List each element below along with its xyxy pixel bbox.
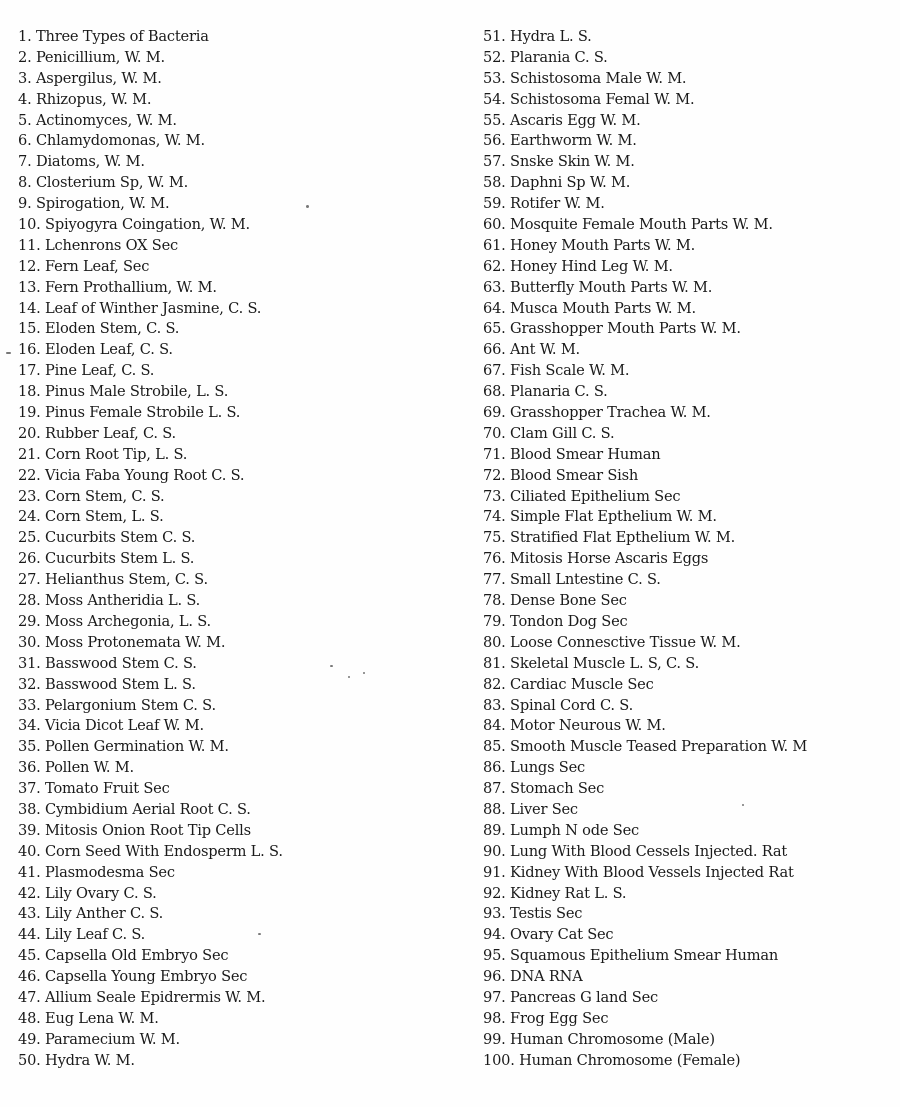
slide-list-item: 6. Chlamydomonas, W. M. bbox=[18, 132, 205, 150]
slide-list-item: 98. Frog Egg Sec bbox=[483, 1009, 609, 1027]
slide-list-item: 24. Corn Stem, L. S. bbox=[18, 508, 164, 526]
slide-list-item: 36. Pollen W. M. bbox=[18, 759, 134, 777]
scan-speck bbox=[348, 676, 350, 678]
slide-list-item: 42. Lily Ovary C. S. bbox=[18, 884, 157, 902]
slide-list-item: 91. Kidney With Blood Vessels Injected Rat bbox=[483, 863, 794, 881]
slide-list-item: 4. Rhizopus, W. M. bbox=[18, 90, 152, 108]
slide-list-left-column bbox=[18, 27, 458, 1072]
slide-list-item: 93. Testis Sec bbox=[483, 905, 583, 923]
slide-list-item: 74. Simple Flat Epthelium W. M. bbox=[483, 508, 717, 526]
slide-list-item: 94. Ovary Cat Sec bbox=[483, 926, 614, 944]
slide-list-item: 30. Moss Protonemata W. M. bbox=[18, 633, 226, 651]
slide-list-item: 77. Small Lntestine C. S. bbox=[483, 571, 661, 589]
slide-list-item: 33. Pelargonium Stem C. S. bbox=[18, 696, 216, 714]
slide-list-item: 95. Squamous Epithelium Smear Human bbox=[483, 947, 779, 965]
slide-list-item: 68. Planaria C. S. bbox=[483, 383, 608, 401]
slide-list-item: 64. Musca Mouth Parts W. M. bbox=[483, 299, 696, 317]
slide-list-item: 85. Smooth Muscle Teased Preparation W. M bbox=[483, 738, 808, 756]
slide-list-item: 28. Moss Antheridia L. S. bbox=[18, 592, 201, 610]
slide-list-item: 78. Dense Bone Sec bbox=[483, 592, 627, 610]
slide-list-item: 66. Ant W. M. bbox=[483, 341, 580, 359]
slide-list-item: 96. DNA RNA bbox=[483, 968, 583, 986]
slide-list-item: 21. Corn Root Tip, L. S. bbox=[18, 445, 188, 463]
slide-list-item: 62. Honey Hind Leg W. M. bbox=[483, 257, 673, 275]
slide-list-item: 53. Schistosoma Male W. M. bbox=[483, 69, 687, 87]
scan-speck bbox=[306, 205, 309, 208]
slide-list-item: 83. Spinal Cord C. S. bbox=[483, 696, 634, 714]
slide-list-item: 97. Pancreas G land Sec bbox=[483, 988, 658, 1006]
scan-speck bbox=[258, 933, 261, 935]
slide-list-item: 38. Cymbidium Aerial Root C. S. bbox=[18, 800, 251, 818]
slide-list-item: 41. Plasmodesma Sec bbox=[18, 863, 175, 881]
slide-list-item: 52. Plarania C. S. bbox=[483, 48, 608, 66]
slide-list-item: 14. Leaf of Winther Jasmine, C. S. bbox=[18, 299, 262, 317]
slide-list-item: 67. Fish Scale W. M. bbox=[483, 362, 630, 380]
slide-list-item: 35. Pollen Germination W. M. bbox=[18, 738, 229, 756]
slide-list-item: 48. Eug Lena W. M. bbox=[18, 1009, 159, 1027]
slide-list-item: 27. Helianthus Stem, C. S. bbox=[18, 571, 208, 589]
slide-list-item: 75. Stratified Flat Epthelium W. M. bbox=[483, 529, 736, 547]
slide-list-item: 79. Tondon Dog Sec bbox=[483, 612, 628, 630]
slide-list-item: 56. Earthworm W. M. bbox=[483, 132, 637, 150]
slide-list-item: 43. Lily Anther C. S. bbox=[18, 905, 164, 923]
slide-list-item: 23. Corn Stem, C. S. bbox=[18, 487, 165, 505]
slide-list-item: 32. Basswood Stem L. S. bbox=[18, 675, 196, 693]
slide-list-item: 65. Grasshopper Mouth Parts W. M. bbox=[483, 320, 741, 338]
slide-list-item: 59. Rotifer W. M. bbox=[483, 195, 605, 213]
slide-list-item: 100. Human Chromosome (Female) bbox=[483, 1051, 741, 1069]
slide-list-item: 26. Cucurbits Stem L. S. bbox=[18, 550, 195, 568]
slide-list-item: 88. Liver Sec bbox=[483, 800, 578, 818]
slide-list-item: 13. Fern Prothallium, W. M. bbox=[18, 278, 217, 296]
slide-list-item: 22. Vicia Faba Young Root C. S. bbox=[18, 466, 245, 484]
slide-list-item: 89. Lumph N ode Sec bbox=[483, 821, 639, 839]
slide-list-item: 55. Ascaris Egg W. M. bbox=[483, 111, 641, 129]
scan-speck bbox=[742, 804, 744, 806]
slide-list-item: 2. Penicillium, W. M. bbox=[18, 48, 165, 66]
slide-list-item: 12. Fern Leaf, Sec bbox=[18, 257, 150, 275]
slide-list-item: 71. Blood Smear Human bbox=[483, 445, 661, 463]
slide-list-item: 49. Paramecium W. M. bbox=[18, 1030, 180, 1048]
slide-list-right-column bbox=[483, 27, 893, 1072]
slide-list-item: 73. Ciliated Epithelium Sec bbox=[483, 487, 681, 505]
slide-list-item: 58. Daphni Sp W. M. bbox=[483, 174, 631, 192]
slide-list-item: 47. Allium Seale Epidrermis W. M. bbox=[18, 988, 266, 1006]
slide-list-item: 45. Capsella Old Embryo Sec bbox=[18, 947, 229, 965]
slide-list-item: 72. Blood Smear Sish bbox=[483, 466, 639, 484]
slide-list-item: 37. Tomato Fruit Sec bbox=[18, 780, 170, 798]
slide-list-item: 99. Human Chromosome (Male) bbox=[483, 1030, 715, 1048]
slide-list-item: 18. Pinus Male Strobile, L. S. bbox=[18, 383, 229, 401]
slide-list-item: 69. Grasshopper Trachea W. M. bbox=[483, 404, 711, 422]
scan-speck bbox=[363, 672, 365, 674]
slide-list-item: 7. Diatoms, W. M. bbox=[18, 153, 145, 171]
slide-list-item: 5. Actinomyces, W. M. bbox=[18, 111, 177, 129]
slide-list-item: 82. Cardiac Muscle Sec bbox=[483, 675, 654, 693]
slide-list-item: 8. Closterium Sp, W. M. bbox=[18, 174, 189, 192]
slide-list-item: 63. Butterfly Mouth Parts W. M. bbox=[483, 278, 713, 296]
slide-list-item: 76. Mitosis Horse Ascaris Eggs bbox=[483, 550, 709, 568]
slide-list-item: 9. Spirogation, W. M. bbox=[18, 195, 170, 213]
slide-list-item: 54. Schistosoma Femal W. M. bbox=[483, 90, 695, 108]
slide-list-item: 39. Mitosis Onion Root Tip Cells bbox=[18, 821, 251, 839]
slide-list-item: 81. Skeletal Muscle L. S, C. S. bbox=[483, 654, 700, 672]
scan-speck bbox=[6, 352, 11, 354]
slide-list-item: 1. Three Types of Bacteria bbox=[18, 28, 209, 45]
slide-list-item: 19. Pinus Female Strobile L. S. bbox=[18, 404, 241, 422]
scan-speck bbox=[330, 665, 333, 667]
slide-list-item: 11. Lchenrons OX Sec bbox=[18, 236, 178, 254]
slide-list-item: 17. Pine Leaf, C. S. bbox=[18, 362, 155, 380]
slide-list-item: 60. Mosquite Female Mouth Parts W. M. bbox=[483, 216, 773, 234]
slide-list-item: 40. Corn Seed With Endosperm L. S. bbox=[18, 842, 283, 860]
slide-list-item: 50. Hydra W. M. bbox=[18, 1051, 135, 1069]
slide-list-item: 57. Snske Skin W. M. bbox=[483, 153, 635, 171]
slide-list-item: 34. Vicia Dicot Leaf W. M. bbox=[18, 717, 204, 735]
slide-list-item: 29. Moss Archegonia, L. S. bbox=[18, 612, 211, 630]
slide-list-item: 80. Loose Connesctive Tissue W. M. bbox=[483, 633, 741, 651]
slide-list-item: 84. Motor Neurous W. M. bbox=[483, 717, 666, 735]
slide-list-item: 92. Kidney Rat L. S. bbox=[483, 884, 627, 902]
slide-list-item: 16. Eloden Leaf, C. S. bbox=[18, 341, 173, 359]
slide-list-item: 25. Cucurbits Stem C. S. bbox=[18, 529, 196, 547]
slide-list-item: 86. Lungs Sec bbox=[483, 759, 586, 777]
slide-list-item: 15. Eloden Stem, C. S. bbox=[18, 320, 180, 338]
slide-list-item: 46. Capsella Young Embryo Sec bbox=[18, 968, 248, 986]
slide-list-item: 20. Rubber Leaf, C. S. bbox=[18, 424, 176, 442]
slide-list-item: 61. Honey Mouth Parts W. M. bbox=[483, 236, 696, 254]
slide-list-item: 90. Lung With Blood Cessels Injected. Rat bbox=[483, 842, 788, 860]
slide-list-item: 31. Basswood Stem C. S. bbox=[18, 654, 197, 672]
slide-list-item: 51. Hydra L. S. bbox=[483, 28, 592, 45]
slide-list-item: 87. Stomach Sec bbox=[483, 780, 605, 798]
slide-list-item: 10. Spiyogyra Coingation, W. M. bbox=[18, 216, 250, 234]
slide-list-item: 44. Lily Leaf C. S. bbox=[18, 926, 146, 944]
slide-list-item: 70. Clam Gill C. S. bbox=[483, 424, 615, 442]
slide-list-item: 3. Aspergilus, W. M. bbox=[18, 69, 162, 87]
